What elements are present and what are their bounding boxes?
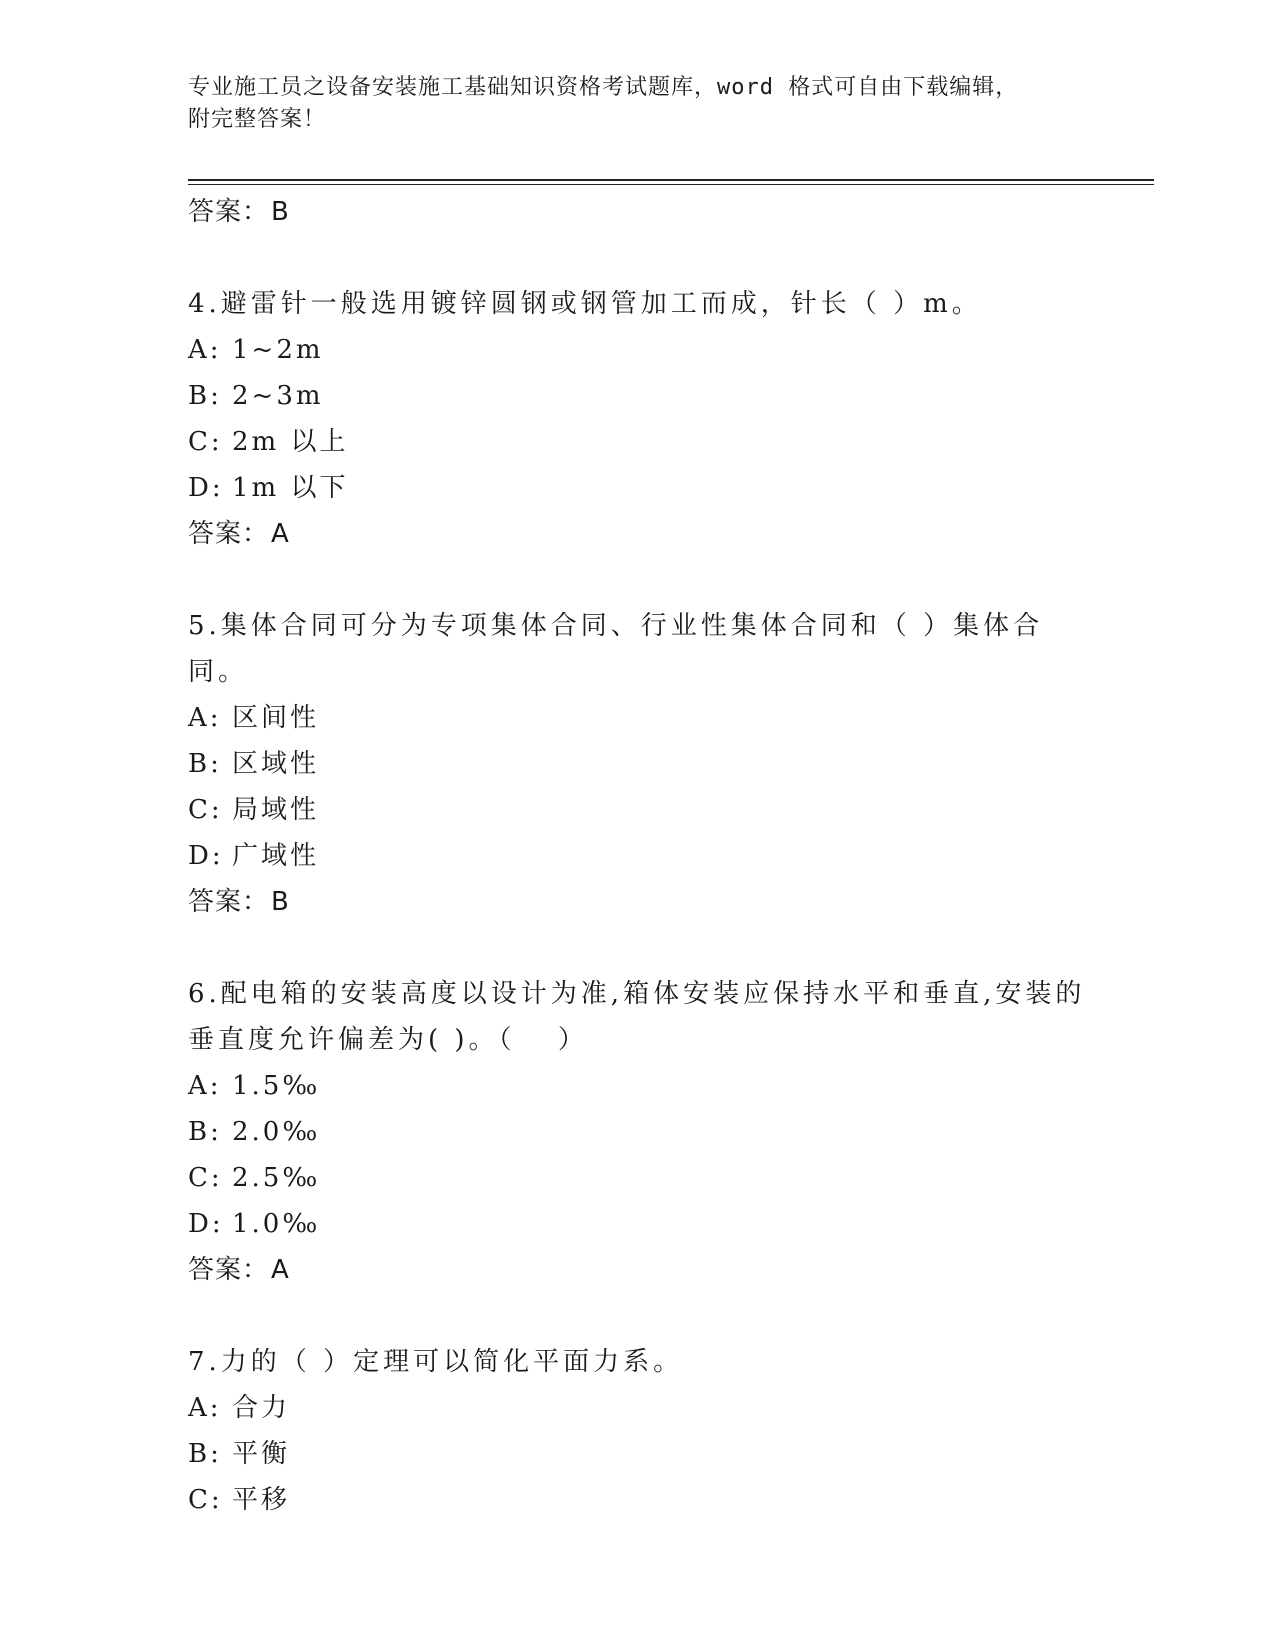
option-c xyxy=(188,419,1088,465)
option-text: 区间性 xyxy=(232,703,320,733)
option-text: 1.5‰ xyxy=(232,1071,321,1101)
option-text: 合力 xyxy=(232,1393,291,1423)
option-text: 广域性 xyxy=(232,841,320,871)
answer-value: A xyxy=(271,519,290,549)
option-b xyxy=(188,1109,1088,1155)
option-b xyxy=(188,1431,1088,1477)
question-stem: 7.力的（ ）定理可以简化平面力系。 xyxy=(188,1347,684,1377)
header-line-2: 附完整答案！ xyxy=(188,107,327,132)
option-a xyxy=(188,695,1088,741)
option-key: A: xyxy=(188,1393,222,1423)
option-text: 1.0‰ xyxy=(232,1209,321,1239)
header-divider-thin xyxy=(188,184,1154,185)
option-key: C: xyxy=(188,1163,223,1193)
option-key: D: xyxy=(188,473,224,503)
answer-label: 答案： xyxy=(188,1255,270,1285)
option-key: D: xyxy=(188,1209,224,1239)
question-block xyxy=(188,1339,1088,1523)
option-text: 1~2m xyxy=(232,335,324,365)
option-a xyxy=(188,1385,1088,1431)
option-text: 平移 xyxy=(232,1485,291,1515)
answer-line xyxy=(188,1247,1088,1293)
option-key: C: xyxy=(188,427,223,457)
answer-line xyxy=(188,511,1088,557)
option-text: 局域性 xyxy=(232,795,320,825)
option-text: 2.5‰ xyxy=(232,1163,321,1193)
option-key: A: xyxy=(188,703,222,733)
option-b xyxy=(188,741,1088,787)
option-text: 1m 以下 xyxy=(232,473,349,503)
option-key: D: xyxy=(188,841,224,871)
answer-line xyxy=(188,189,1088,235)
option-a xyxy=(188,327,1088,373)
option-key: C: xyxy=(188,795,223,825)
answer-value: A xyxy=(271,1255,290,1285)
option-key: A: xyxy=(188,335,222,365)
option-d xyxy=(188,1201,1088,1247)
option-d xyxy=(188,833,1088,879)
option-key: A: xyxy=(188,1071,222,1101)
question-block xyxy=(188,603,1088,925)
answer-label: 答案： xyxy=(188,519,270,549)
answer-label: 答案： xyxy=(188,887,270,917)
answer-label: 答案： xyxy=(188,197,270,227)
question-list xyxy=(188,189,1088,1523)
question-block xyxy=(188,281,1088,557)
question-stem: 4.避雷针一般选用镀锌圆钢或钢管加工而成，针长（ ）m。 xyxy=(188,289,982,319)
option-text: 平衡 xyxy=(232,1439,291,1469)
option-text: 区域性 xyxy=(232,749,320,779)
option-text: 2m 以上 xyxy=(232,427,349,457)
header-divider-thick xyxy=(188,179,1154,181)
option-key: B: xyxy=(188,381,222,411)
option-key: C: xyxy=(188,1485,223,1515)
document-header xyxy=(188,72,1088,136)
option-d xyxy=(188,465,1088,511)
option-c xyxy=(188,787,1088,833)
option-text: 2.0‰ xyxy=(232,1117,321,1147)
answer-value: B xyxy=(271,887,290,917)
option-key: B: xyxy=(188,1117,222,1147)
option-b xyxy=(188,373,1088,419)
answer-line xyxy=(188,879,1088,925)
option-a xyxy=(188,1063,1088,1109)
answer-value: B xyxy=(271,197,290,227)
option-key: B: xyxy=(188,1439,222,1469)
option-key: B: xyxy=(188,749,222,779)
option-text: 2~3m xyxy=(232,381,324,411)
option-c xyxy=(188,1155,1088,1201)
option-c xyxy=(188,1477,1088,1523)
question-stem: 5.集体合同可分为专项集体合同、行业性集体合同和（ ）集体合同。 xyxy=(188,611,1044,687)
header-line-1: 专业施工员之设备安装施工基础知识资格考试题库，word 格式可自由下载编辑， xyxy=(188,75,1019,100)
question-stem: 6.配电箱的安装高度以设计为准,箱体安装应保持水平和垂直,安装的垂直度允许偏差为( )。（ ） xyxy=(188,979,1086,1055)
question-block xyxy=(188,971,1088,1293)
